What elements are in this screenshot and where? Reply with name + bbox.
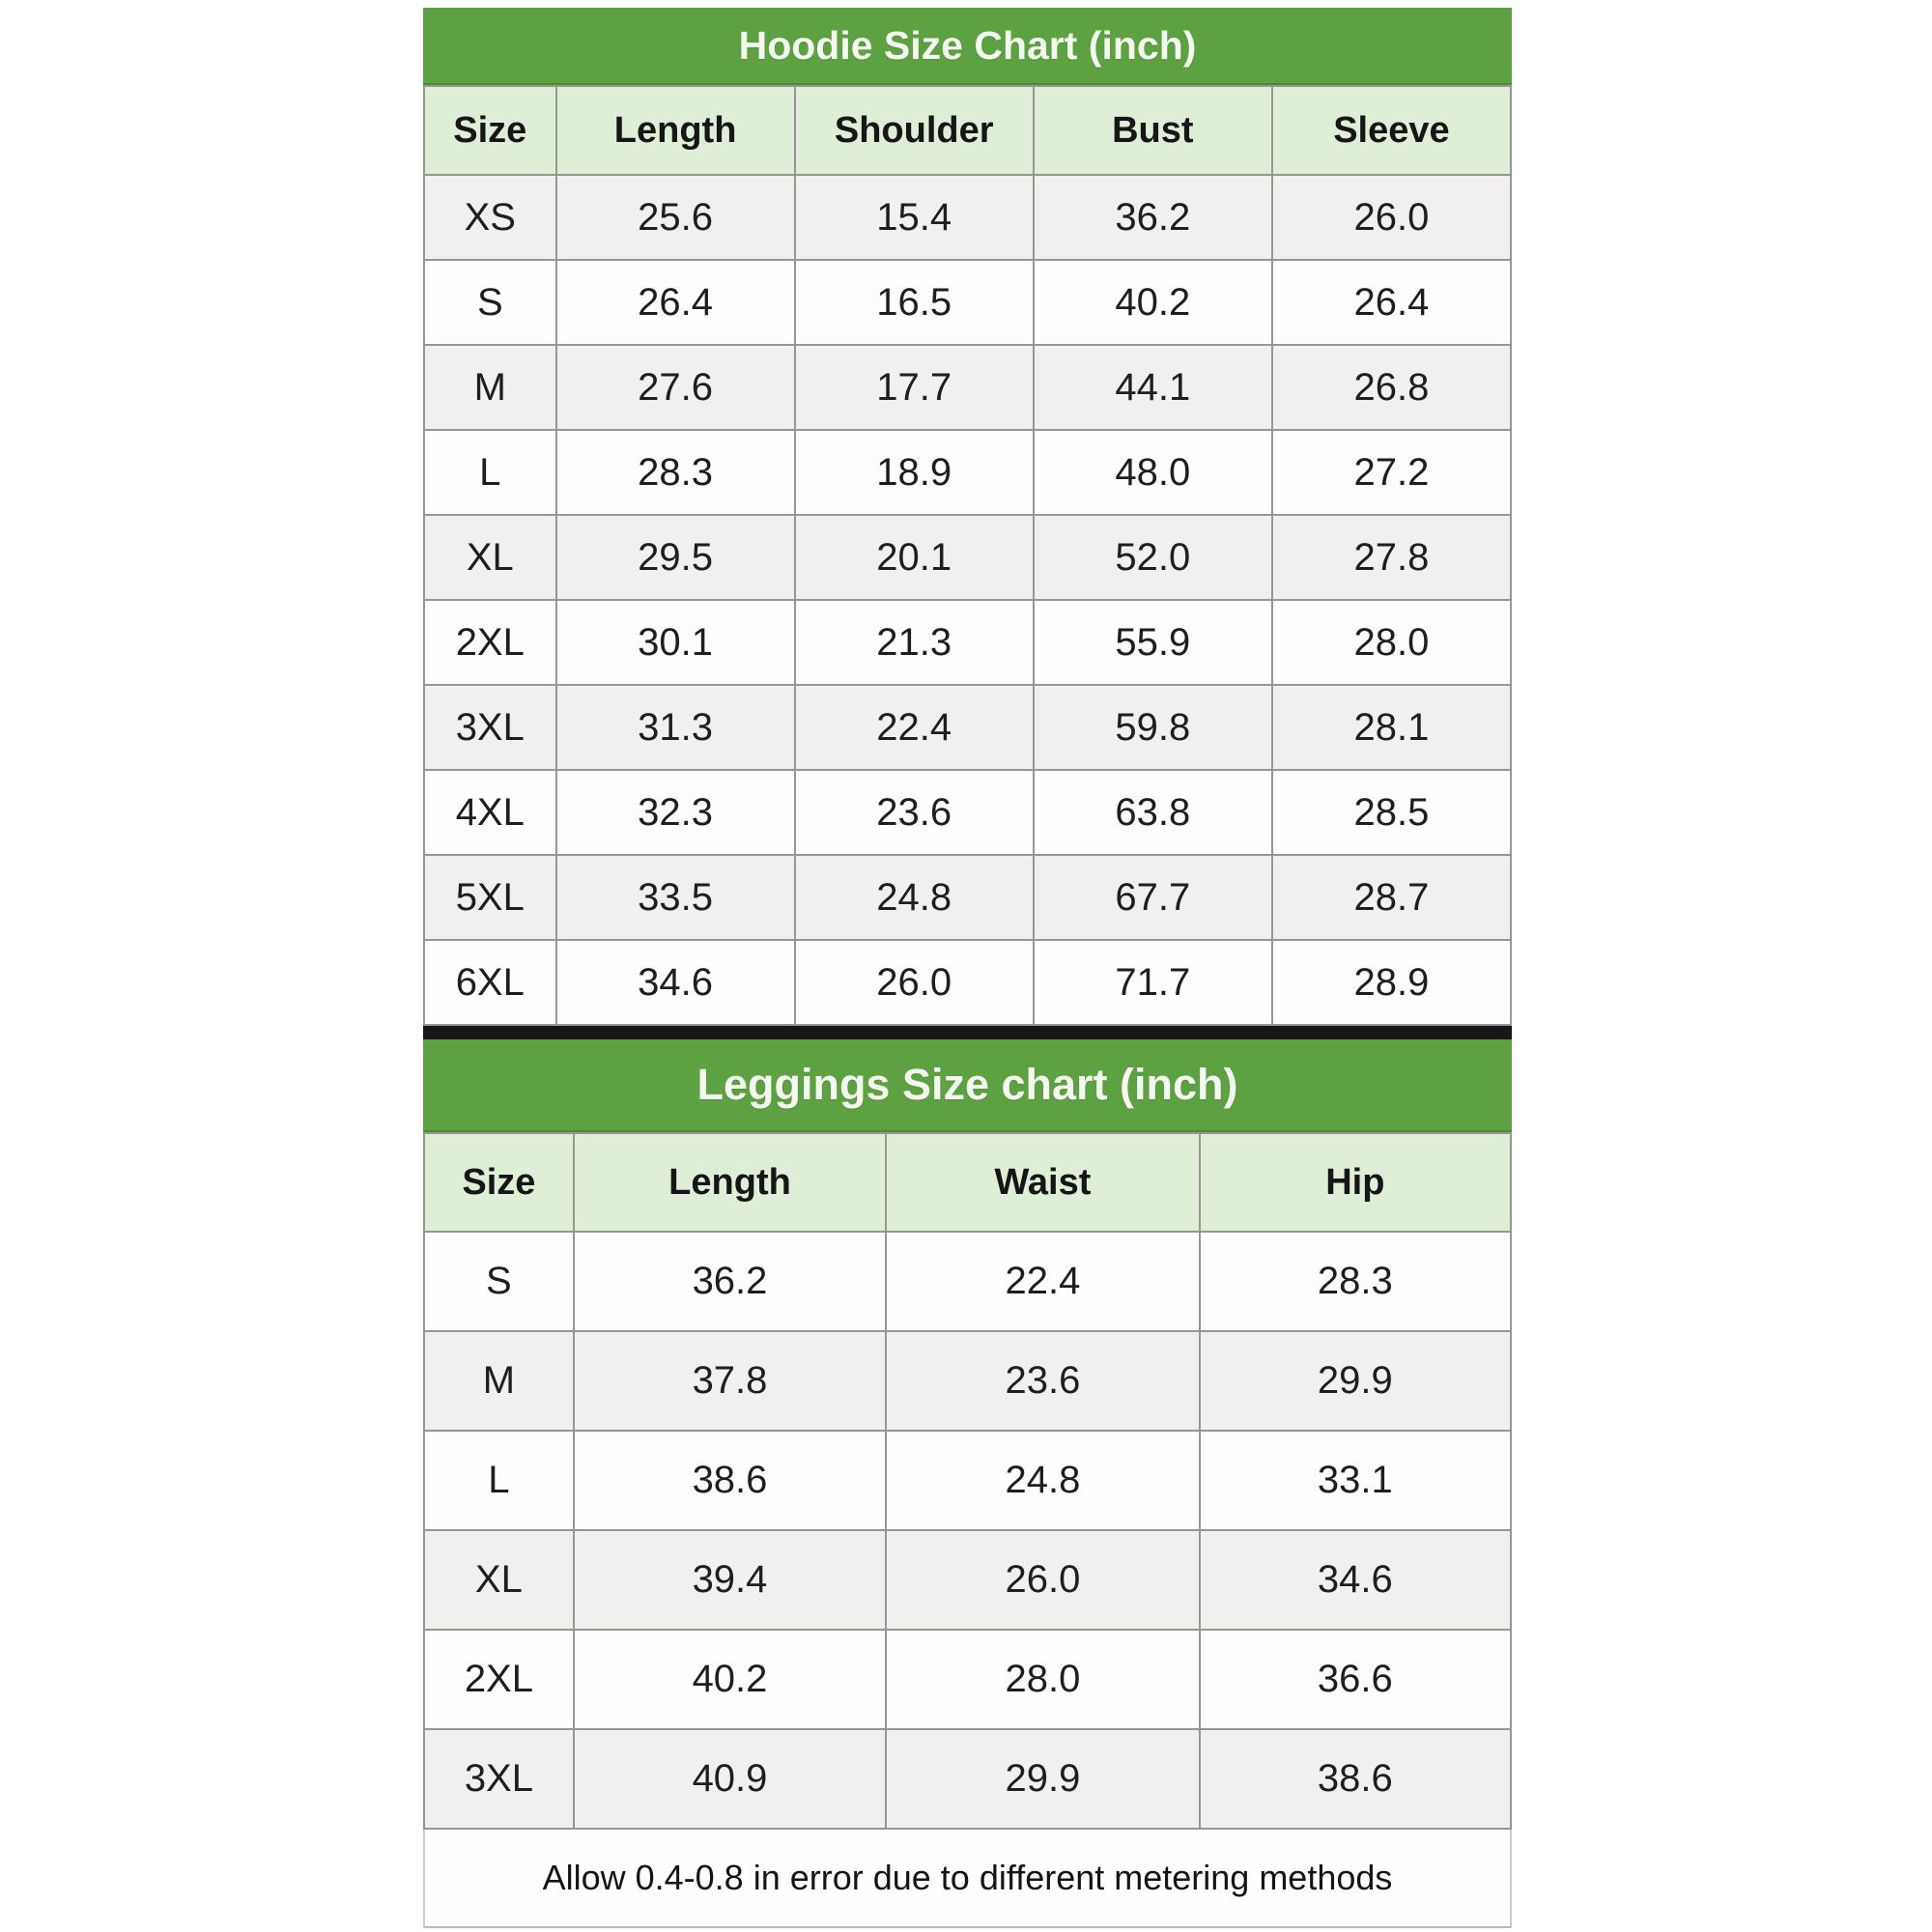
table-row <box>424 600 1511 685</box>
measurement-cell: 22.4 <box>795 685 1034 770</box>
measurement-cell: 29.9 <box>1200 1331 1511 1431</box>
size-label-cell: 3XL <box>424 1729 574 1829</box>
measurement-cell: 24.8 <box>886 1431 1200 1530</box>
table-row <box>424 1431 1511 1530</box>
measurement-cell: 28.0 <box>886 1630 1200 1729</box>
measurement-cell: 52.0 <box>1034 515 1272 600</box>
size-label-cell: L <box>424 1431 574 1530</box>
size-label-cell: XS <box>424 175 556 260</box>
size-label-cell: XL <box>424 1530 574 1630</box>
header-row <box>424 1133 1511 1232</box>
table-row <box>424 685 1511 770</box>
measurement-cell: 26.8 <box>1272 345 1511 430</box>
size-label-cell: L <box>424 430 556 515</box>
hoodie-size-table <box>423 85 1512 1026</box>
table-row <box>424 515 1511 600</box>
table-row <box>424 1530 1511 1630</box>
measurement-cell: 27.8 <box>1272 515 1511 600</box>
size-label-cell: M <box>424 345 556 430</box>
measurement-cell: 25.6 <box>556 175 795 260</box>
measurement-cell: 36.2 <box>1034 175 1272 260</box>
measurement-cell: 34.6 <box>556 940 795 1025</box>
measurement-cell: 15.4 <box>795 175 1034 260</box>
leggings-size-table <box>423 1132 1512 1830</box>
section-divider <box>423 1026 1512 1039</box>
measurement-cell: 27.2 <box>1272 430 1511 515</box>
measurement-cell: 24.8 <box>795 855 1034 940</box>
measurement-cell: 26.4 <box>1272 260 1511 345</box>
measurement-cell: 28.7 <box>1272 855 1511 940</box>
measurement-cell: 22.4 <box>886 1232 1200 1331</box>
size-label-cell: S <box>424 260 556 345</box>
measurement-cell: 27.6 <box>556 345 795 430</box>
measurement-cell: 26.0 <box>795 940 1034 1025</box>
measurement-cell: 37.8 <box>574 1331 886 1431</box>
size-label-cell: 4XL <box>424 770 556 855</box>
measurement-cell: 28.5 <box>1272 770 1511 855</box>
measurement-cell: 59.8 <box>1034 685 1272 770</box>
measurement-cell: 18.9 <box>795 430 1034 515</box>
measurement-cell: 71.7 <box>1034 940 1272 1025</box>
measurement-cell: 26.0 <box>1272 175 1511 260</box>
size-chart-card <box>423 8 1512 1928</box>
measurement-cell: 28.1 <box>1272 685 1511 770</box>
header-row <box>424 86 1511 175</box>
measurement-error-note: Allow 0.4-0.8 in error due to different metering methods <box>423 1830 1512 1928</box>
column-header-sleeve: Sleeve <box>1272 86 1511 175</box>
hoodie-table-header <box>424 86 1511 175</box>
measurement-cell: 40.2 <box>574 1630 886 1729</box>
measurement-cell: 20.1 <box>795 515 1034 600</box>
measurement-cell: 38.6 <box>1200 1729 1511 1829</box>
table-row <box>424 855 1511 940</box>
column-header-size: Size <box>424 1133 574 1232</box>
hoodie-table-body <box>424 175 1511 1025</box>
table-row <box>424 175 1511 260</box>
measurement-cell: 34.6 <box>1200 1530 1511 1630</box>
measurement-cell: 29.9 <box>886 1729 1200 1829</box>
leggings-table-header <box>424 1133 1511 1232</box>
measurement-cell: 40.2 <box>1034 260 1272 345</box>
measurement-cell: 23.6 <box>886 1331 1200 1431</box>
table-row <box>424 430 1511 515</box>
hoodie-table-title: Hoodie Size Chart (inch) <box>423 8 1512 85</box>
table-row <box>424 1729 1511 1829</box>
size-label-cell: XL <box>424 515 556 600</box>
leggings-table-body <box>424 1232 1511 1829</box>
measurement-cell: 36.2 <box>574 1232 886 1331</box>
measurement-cell: 28.9 <box>1272 940 1511 1025</box>
measurement-cell: 26.4 <box>556 260 795 345</box>
measurement-cell: 39.4 <box>574 1530 886 1630</box>
column-header-waist: Waist <box>886 1133 1200 1232</box>
measurement-cell: 33.5 <box>556 855 795 940</box>
size-label-cell: 2XL <box>424 600 556 685</box>
measurement-cell: 23.6 <box>795 770 1034 855</box>
measurement-cell: 38.6 <box>574 1431 886 1530</box>
column-header-shoulder: Shoulder <box>795 86 1034 175</box>
column-header-length: Length <box>556 86 795 175</box>
column-header-length: Length <box>574 1133 886 1232</box>
measurement-cell: 63.8 <box>1034 770 1272 855</box>
size-label-cell: 5XL <box>424 855 556 940</box>
table-row <box>424 770 1511 855</box>
size-label-cell: 2XL <box>424 1630 574 1729</box>
size-label-cell: S <box>424 1232 574 1331</box>
measurement-cell: 55.9 <box>1034 600 1272 685</box>
measurement-cell: 29.5 <box>556 515 795 600</box>
measurement-cell: 28.0 <box>1272 600 1511 685</box>
column-header-size: Size <box>424 86 556 175</box>
measurement-cell: 31.3 <box>556 685 795 770</box>
measurement-cell: 21.3 <box>795 600 1034 685</box>
size-label-cell: M <box>424 1331 574 1431</box>
measurement-cell: 28.3 <box>1200 1232 1511 1331</box>
measurement-cell: 30.1 <box>556 600 795 685</box>
column-header-hip: Hip <box>1200 1133 1511 1232</box>
measurement-cell: 32.3 <box>556 770 795 855</box>
table-row <box>424 345 1511 430</box>
measurement-cell: 44.1 <box>1034 345 1272 430</box>
measurement-cell: 28.3 <box>556 430 795 515</box>
measurement-cell: 36.6 <box>1200 1630 1511 1729</box>
table-row <box>424 1630 1511 1729</box>
size-label-cell: 3XL <box>424 685 556 770</box>
measurement-cell: 67.7 <box>1034 855 1272 940</box>
table-row <box>424 940 1511 1025</box>
measurement-cell: 16.5 <box>795 260 1034 345</box>
table-row <box>424 1331 1511 1431</box>
column-header-bust: Bust <box>1034 86 1272 175</box>
measurement-cell: 33.1 <box>1200 1431 1511 1530</box>
measurement-cell: 48.0 <box>1034 430 1272 515</box>
leggings-table-title: Leggings Size chart (inch) <box>423 1039 1512 1132</box>
size-label-cell: 6XL <box>424 940 556 1025</box>
table-row <box>424 1232 1511 1331</box>
table-row <box>424 260 1511 345</box>
measurement-cell: 26.0 <box>886 1530 1200 1630</box>
measurement-cell: 17.7 <box>795 345 1034 430</box>
measurement-cell: 40.9 <box>574 1729 886 1829</box>
